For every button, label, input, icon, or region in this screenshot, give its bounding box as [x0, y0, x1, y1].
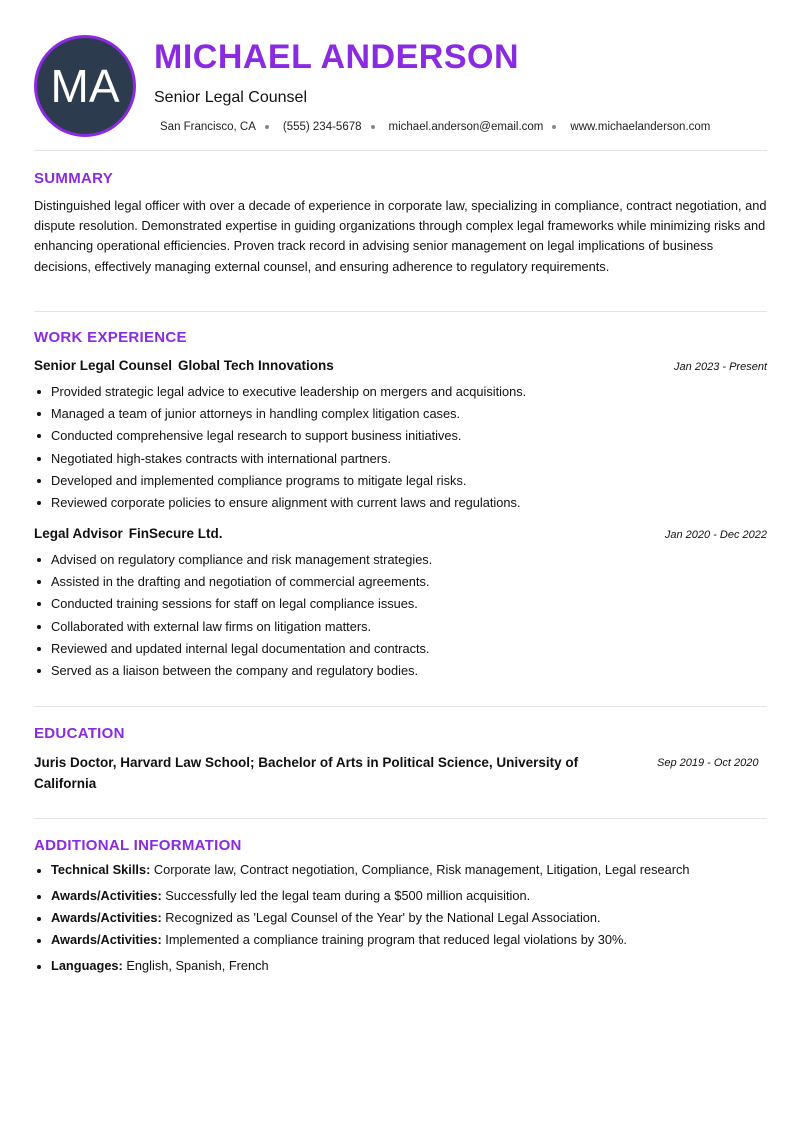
- summary-text: Distinguished legal officer with over a decade of experience in corporate law, specializing in compliance, contract negotiation, and dispute resolution. Demonstrated expertise in guiding organizations through complex legal frameworks while minimizing risks and enhancing operational efficiencies. Proven track record in advising senior management on legal implications of business decisions, effectively managing external counsel, and ensuring adherence to regulatory requirements.: [34, 198, 767, 274]
- item-label: Technical Skills:: [51, 862, 151, 877]
- resume-page: [34, 0, 767, 973]
- job-title: [34, 358, 334, 373]
- education-dates: Sep 2019 - Oct 2020: [657, 757, 759, 769]
- job-bullet-list: [34, 381, 526, 514]
- list-item: Collaborated with external law firms on litigation matters.: [34, 616, 432, 638]
- list-item: [34, 958, 690, 980]
- education-entry: [34, 752, 767, 794]
- list-item: [34, 910, 690, 932]
- job-company: FinSecure Ltd.: [128, 526, 223, 541]
- item-label: Awards/Activities:: [51, 888, 162, 903]
- list-item: Assisted in the drafting and negotiation of commercial agreements.: [34, 571, 432, 593]
- item-text: English, Spanish, French: [122, 958, 269, 973]
- list-item: Conducted comprehensive legal research to support business initiatives.: [34, 425, 526, 447]
- job-role: Senior Legal Counsel: [34, 358, 173, 373]
- list-item: [34, 932, 690, 958]
- separator-dot-icon: [552, 125, 556, 129]
- section-divider: [34, 150, 767, 151]
- contact-website[interactable]: www.michaelanderson.com: [570, 121, 711, 133]
- list-item: Reviewed corporate policies to ensure alignment with current laws and regulations.: [34, 492, 526, 514]
- list-item: Served as a liaison between the company and regulatory bodies.: [34, 660, 432, 682]
- item-label: Awards/Activities:: [51, 932, 162, 947]
- item-text: Recognized as 'Legal Counsel of the Year' by the National Legal Association.: [161, 910, 601, 925]
- job-role: Legal Advisor: [34, 526, 123, 541]
- job-title: [34, 526, 223, 541]
- item-label: Languages:: [51, 958, 123, 973]
- job-dates: Jan 2023 - Present: [674, 361, 767, 373]
- list-item: [34, 888, 690, 910]
- contact-phone: (555) 234-5678: [282, 121, 362, 133]
- avatar-initials: MA: [50, 60, 120, 112]
- education-degree: Juris Doctor, Harvard Law School; Bachelor of Arts in Political Science, University of California: [34, 755, 579, 791]
- list-item: Reviewed and updated internal legal documentation and contracts.: [34, 638, 432, 660]
- section-divider: [34, 706, 767, 707]
- item-label: Awards/Activities:: [51, 910, 162, 925]
- separator-dot-icon: [371, 125, 375, 129]
- list-item: Advised on regulatory compliance and risk management strategies.: [34, 549, 432, 571]
- additional-info-list: [34, 862, 690, 980]
- avatar: [34, 35, 136, 137]
- job-dates: Jan 2020 - Dec 2022: [664, 529, 767, 541]
- section-divider: [34, 311, 767, 312]
- work-experience-heading: WORK EXPERIENCE: [34, 329, 187, 346]
- list-item: Managed a team of junior attorneys in handling complex litigation cases.: [34, 403, 526, 425]
- item-text: Successfully led the legal team during a $500 million acquisition.: [161, 888, 531, 903]
- list-item: [34, 862, 690, 888]
- summary-heading: SUMMARY: [34, 170, 114, 187]
- job-bullet-list: [34, 549, 432, 682]
- list-item: Conducted training sessions for staff on legal compliance issues.: [34, 593, 432, 615]
- list-item: Developed and implemented compliance programs to mitigate legal risks.: [34, 470, 526, 492]
- candidate-title: Senior Legal Counsel: [154, 89, 307, 106]
- section-divider: [34, 818, 767, 819]
- job-header: [34, 358, 767, 373]
- additional-info-heading: ADDITIONAL INFORMATION: [34, 837, 242, 854]
- contact-email[interactable]: michael.anderson@email.com: [388, 121, 544, 133]
- contact-info: [160, 121, 710, 133]
- list-item: Provided strategic legal advice to executive leadership on mergers and acquisitions.: [34, 381, 526, 403]
- list-item: Negotiated high-stakes contracts with international partners.: [34, 448, 526, 470]
- item-text: Implemented a compliance training program that reduced legal violations by 30%.: [161, 932, 627, 947]
- job-header: [34, 526, 767, 541]
- resume-header: [34, 0, 767, 150]
- separator-dot-icon: [265, 125, 269, 129]
- item-text: Corporate law, Contract negotiation, Compliance, Risk management, Litigation, Legal research: [150, 862, 690, 877]
- candidate-name: MICHAEL ANDERSON: [154, 38, 520, 76]
- education-heading: EDUCATION: [34, 725, 125, 742]
- contact-location: San Francisco, CA: [160, 121, 256, 133]
- job-company: Global Tech Innovations: [178, 358, 334, 373]
